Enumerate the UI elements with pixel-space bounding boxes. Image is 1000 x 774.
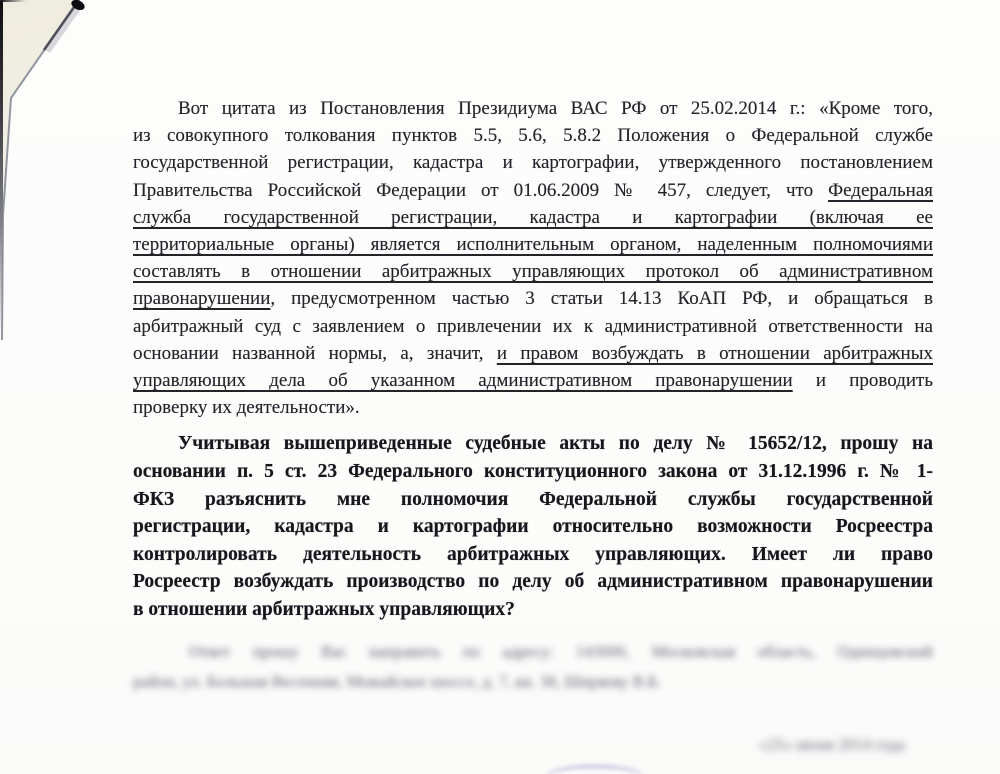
vas-resolution-quote-paragraph: [133, 95, 933, 421]
text-segment: , предусмотренном частью 3 статьи 14.13 КоАП РФ, и обращаться в: [270, 288, 933, 310]
text-line: [133, 95, 933, 122]
paragraphs-container: [133, 95, 933, 697]
text-line: [133, 541, 933, 569]
text-segment: из совокупного толкования пунктов 5.5, 5.6, 5.8.2 Положения о Федеральной службе: [133, 125, 933, 147]
scan-left-edge-artifact: [0, 0, 3, 335]
clarification-request-paragraph: [133, 430, 933, 623]
text-line: [133, 637, 933, 667]
text-segment: Правительства Российской Федерации от 01.06.2009 № 457, следует, что: [133, 179, 829, 201]
text-segment: район, ул. Большая Весенняя, Можайское шоссе, д. 7, кв. 38, Ширяеву В.Б.: [133, 671, 662, 691]
underlined-text-segment: и правом возбуждать в отношении арбитражных: [496, 342, 933, 364]
text-line: [133, 122, 933, 149]
faint-stamp-edge-artifact: [545, 765, 645, 774]
text-segment: регистрации, кадастра и картографии относительно возможности Росреестра: [133, 516, 933, 538]
text-segment: Росреестр возбуждать производство по делу об административном правонарушении: [133, 571, 933, 593]
text-line: [133, 313, 933, 340]
text-line: [133, 204, 933, 231]
text-line: [133, 177, 933, 204]
text-segment: Учитывая вышеприведенные судебные акты по делу № 15652/12, прошу на: [178, 433, 933, 455]
page-edge-line: [0, 0, 110, 360]
text-line: [133, 285, 933, 312]
text-line: [133, 513, 933, 541]
text-segment: основании п. 5 ст. 23 Федерального конституционного закона от 31.12.1996 г. № 1-: [133, 461, 933, 483]
underlined-text-segment: служба государственной регистрации, кадастра и картографии (включая ее: [133, 206, 933, 228]
underlined-text-segment: составлять в отношении арбитражных управляющих протокол об административном: [133, 261, 933, 283]
text-line: [133, 258, 933, 285]
underlined-text-segment: Федеральная: [828, 179, 933, 201]
underlined-text-segment: территориальные органы) является исполнительным органом, наделенным полномочиями: [133, 234, 933, 256]
reply-address-paragraph-blurred-illegible: [133, 637, 933, 697]
scan-top-edge-artifact: [0, 0, 26, 2]
text-line: [133, 568, 933, 596]
text-line: [133, 430, 933, 458]
text-line: [133, 596, 933, 624]
text-segment: контролировать деятельность арбитражных управляющих. Имеет ли право: [133, 543, 933, 565]
text-line: [133, 231, 933, 258]
text-segment: в отношении арбитражных управляющих?: [133, 599, 515, 620]
text-line: [133, 367, 933, 394]
date-line-blurred: «25» июня 2014 года: [759, 734, 905, 754]
text-segment: государственной регистрации, кадастра и картографии, утвержденного постановлением: [133, 152, 933, 174]
text-segment: Ответ прошу Вас направить по адресу: 143000, Московская область, Одинцовский: [189, 641, 933, 661]
text-line: [133, 149, 933, 176]
text-line: [133, 340, 933, 367]
text-segment: основании названной нормы, а, значит,: [133, 342, 497, 364]
text-segment: арбитражный суд с заявлением о привлечении их к административной ответственности на: [133, 315, 933, 337]
text-line: [133, 394, 933, 421]
text-segment: и проводить: [792, 370, 933, 392]
text-segment: проверку их деятельности».: [133, 397, 360, 419]
underlined-text-segment: правонарушении: [133, 288, 271, 310]
text-line: [133, 486, 933, 514]
document-body: [133, 95, 933, 755]
text-segment: ФКЗ разъяснить мне полномочия Федеральной службы государственной: [133, 488, 933, 510]
text-line: [133, 458, 933, 486]
text-segment: Вот цитата из Постановления Президиума ВАС РФ от 25.02.2014 г.: «Кроме того,: [178, 98, 933, 119]
underlined-text-segment: управляющих дела об указанном административном правонарушении: [133, 370, 793, 392]
text-line: [133, 667, 933, 697]
